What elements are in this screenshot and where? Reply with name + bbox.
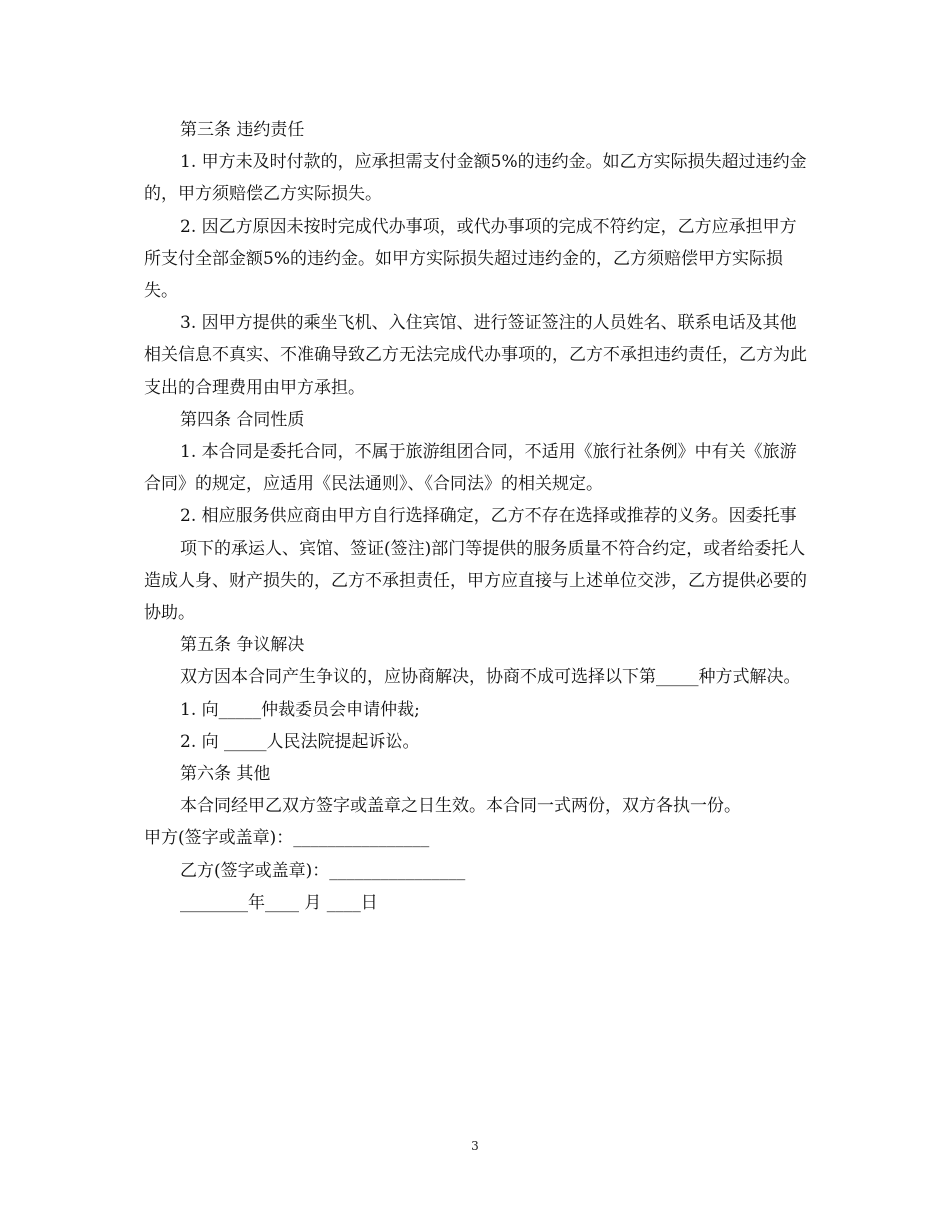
article-4-heading: 第四条 合同性质: [180, 409, 305, 430]
page-number: 3: [471, 1139, 479, 1153]
party-a-signature-line: 甲方(签字或盖章)：________________: [144, 828, 430, 849]
article-3-clause-1: 1. 甲方未及时付款的，应承担需支付金额5%的违约金。如乙方实际损失超过违约金的，甲方须赔偿乙方实际损失。: [144, 152, 807, 205]
party-b-signature-line: 乙方(签字或盖章)：________________: [180, 860, 466, 881]
article-5-intro: 双方因本合同产生争议的，应协商解决，协商不成可选择以下第_____种方式解决。: [180, 667, 801, 688]
article-5-option-1: 1. 向_____仲裁委员会申请仲裁;: [180, 699, 420, 720]
article-3-clause-2: 2. 因乙方原因未按时完成代办事项，或代办事项的完成不符约定，乙方应承担甲方所支付全部金额5%的违约金。如甲方实际损失超过违约金的，乙方须赔偿甲方实际损失。: [144, 216, 797, 302]
article-4-clause-1: 1. 本合同是委托合同，不属于旅游组团合同，不适用《旅行社条例》中有关《旅游合同》的规定，应适用《民法通则》、《合同法》的相关规定。: [144, 442, 797, 495]
article-3-heading: 第三条 违约责任: [180, 120, 305, 140]
article-4-clause-2-continued: 项下的承运人、宾馆、签证(签注)部门等提供的服务质量不符合约定，或者给委托人造成人身、财产损失的，乙方不承担责任，甲方应直接与上述单位交涉，乙方提供必要的协助。: [144, 538, 807, 624]
article-5-heading: 第五条 争议解决: [180, 635, 305, 656]
article-5-option-2: 2. 向 _____人民法院提起诉讼。: [180, 731, 420, 752]
document-body: [144, 114, 808, 919]
date-line: ________年____ 月 ____日: [180, 892, 378, 913]
article-6-effect-clause: 本合同经甲乙双方签字或盖章之日生效。本合同一式两份，双方各执一份。: [180, 796, 741, 817]
article-6-heading: 第六条 其他: [180, 764, 271, 785]
article-4-clause-2: 2. 相应服务供应商由甲方自行选择确定，乙方不存在选择或推荐的义务。因委托事: [180, 506, 797, 527]
article-3-clause-3: 3. 因甲方提供的乘坐飞机、入住宾馆、进行签证签注的人员姓名、联系电话及其他相关信息不真实、不准确导致乙方无法完成代办事项的，乙方不承担违约责任，乙方为此支出的合理费用由甲方承担。: [144, 313, 807, 398]
